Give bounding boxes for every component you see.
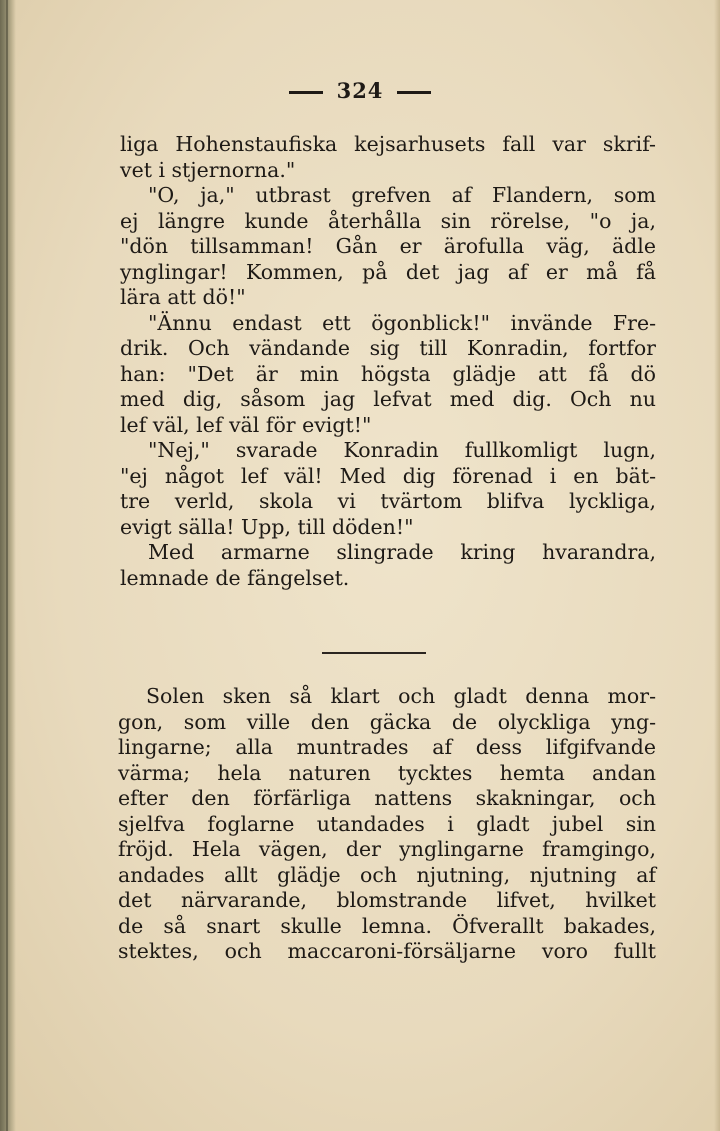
text-line: drik. Och vändande sig till Konradin, fortfor: [120, 336, 656, 360]
text-line: ynglingar! Kommen, på det jag af er må få: [120, 259, 656, 284]
text-line: "O, ja," utbrast grefven af Flandern, som: [148, 183, 656, 207]
text-line: sjelfva foglarne utandades i gladt jubel sin: [118, 811, 656, 836]
paragraph: [120, 183, 656, 311]
text-line: andades allt glädje och njutning, njutning af: [118, 862, 656, 887]
text-line: ej längre kunde återhålla sin rörelse, "o ja,: [120, 208, 656, 233]
book-spine-shadow: [0, 0, 16, 1131]
text-block-bottom: [118, 684, 656, 965]
text-line: lära att dö!": [120, 285, 246, 309]
book-spine-edge: [6, 0, 8, 1131]
text-line: gon, som ville den gäcka de olyckliga yng-: [118, 709, 656, 734]
text-line: "Ännu endast ett ögonblick!" invände Fre-: [148, 310, 656, 335]
paragraph: [120, 438, 656, 540]
text-line: Med armarne slingrade kring hvarandra,: [148, 540, 656, 564]
paragraph: [118, 684, 656, 965]
text-line: efter den förfärliga nattens skakningar, och: [118, 786, 656, 810]
page-number: 324: [336, 78, 384, 103]
text-line: "ej något lef väl! Med dig förenad i en bät-: [120, 463, 656, 488]
page-header: [0, 78, 720, 103]
paragraph: [120, 132, 656, 183]
text-block-top: [120, 132, 656, 591]
text-line: det närvarande, blomstrande lifvet, hvilket: [118, 888, 656, 912]
text-line: fröjd. Hela vägen, der ynglingarne framgingo,: [118, 837, 656, 861]
text-line: tre verld, skola vi tvärtom blifva lyckliga,: [120, 489, 656, 513]
text-line: lef väl, lef väl för evigt!": [120, 412, 372, 437]
section-divider: [322, 652, 426, 654]
text-line: lemnade de fängelset.: [120, 565, 350, 590]
text-line: vet i stjernorna.": [120, 157, 296, 182]
header-dash-left: [289, 91, 323, 94]
text-line: evigt sälla! Upp, till döden!": [120, 514, 414, 539]
paragraph: [120, 540, 656, 591]
text-line: "dön tillsamman! Gån er ärofulla väg, ädle: [120, 234, 656, 258]
text-line: värma; hela naturen tycktes hemta andan: [118, 760, 656, 785]
text-line: lingarne; alla muntrades af dess lifgifvande: [118, 735, 656, 759]
header-dash-right: [397, 91, 431, 94]
paragraph: [120, 311, 656, 439]
text-line: "Nej," svarade Konradin fullkomligt lugn,: [148, 438, 656, 462]
text-line: stektes, och maccaroni-försäljarne voro fullt: [118, 939, 656, 963]
text-line: liga Hohenstaufiska kejsarhusets fall var skrif-: [120, 132, 656, 156]
text-line: Solen sken så klart och gladt denna mor-: [146, 684, 656, 708]
text-line: han: "Det är min högsta glädje att få dö: [120, 361, 656, 386]
page-right-edge: [714, 0, 720, 1131]
text-line: med dig, såsom jag lefvat med dig. Och nu: [120, 387, 656, 411]
text-line: de så snart skulle lemna. Öfverallt bakades,: [118, 913, 656, 938]
